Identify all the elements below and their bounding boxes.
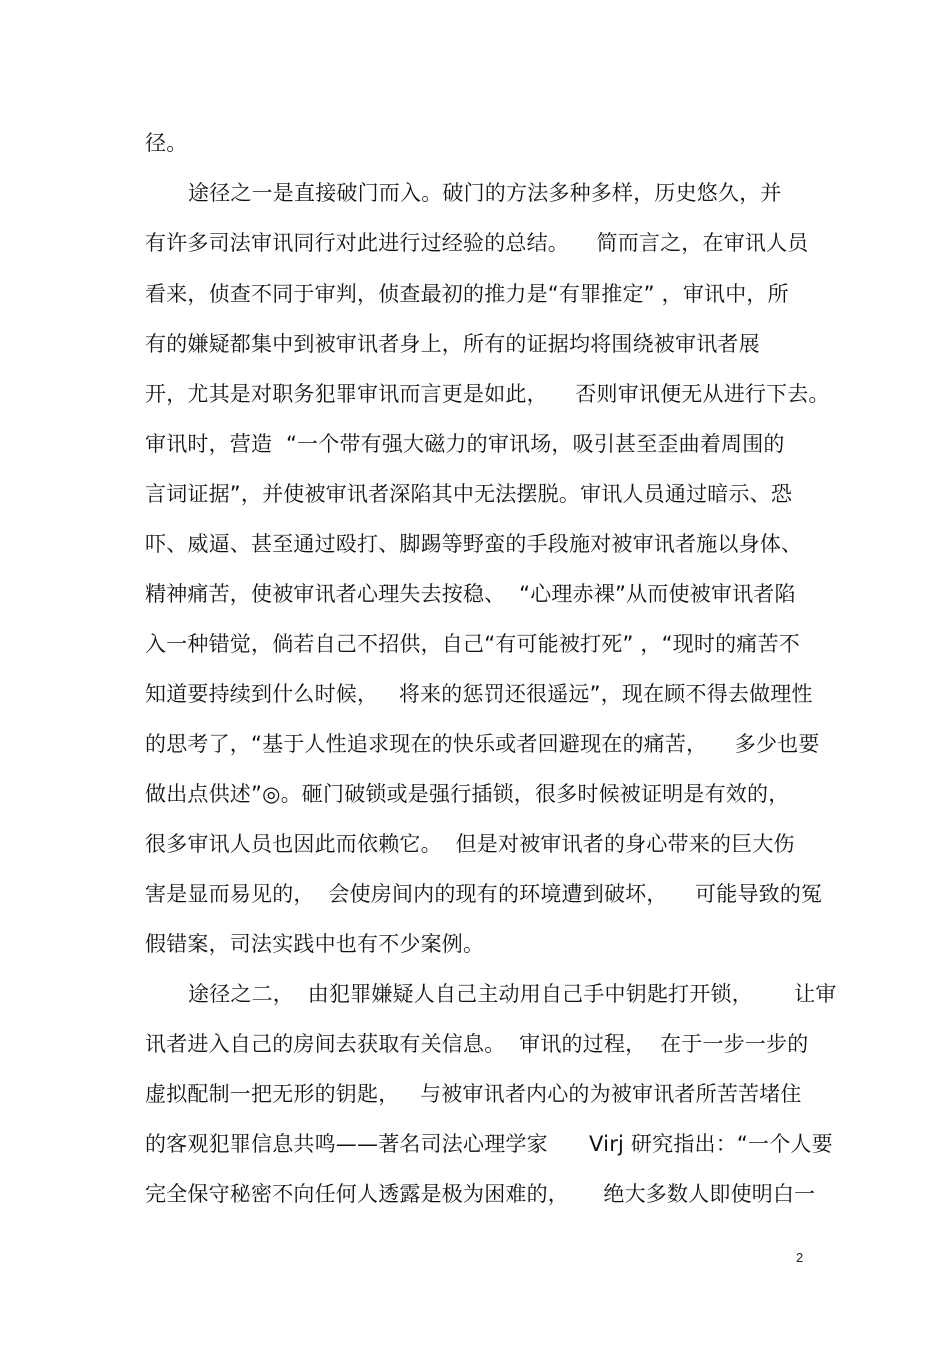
- text-line: 有许多司法审讯同行对此进行过经验的总结。 简而言之，在审讯人员: [145, 231, 809, 255]
- text-line: 途径之二， 由犯罪嫌疑人自己主动用自己手中钥匙打开锁， 让审: [188, 982, 837, 1006]
- text-line: 知道要持续到什么时候， 将来的惩罚还很遥远”，现在顾不得去做理性: [145, 682, 813, 706]
- text-line: 假错案，司法实践中也有不少案例。: [145, 932, 485, 956]
- text-line: 完全保守秘密不向任何人透露是极为困难的， 绝大多数人即使明白一: [145, 1182, 816, 1206]
- text-line: 途径之一是直接破门而入。破门的方法多种多样，历史悠久，并: [188, 181, 782, 205]
- text-line: 开，尤其是对职务犯罪审讯而言更是如此， 否则审讯便无从进行下去。: [145, 382, 830, 406]
- text-line: 讯者进入自己的房间去获取有关信息。 审讯的过程， 在于一步一步的: [145, 1032, 809, 1056]
- text-line: 审讯时，营造 “一个带有强大磁力的审讯场，吸引甚至歪曲着周围的: [145, 432, 785, 456]
- text-line: 径。: [145, 131, 188, 155]
- page-number: 2: [796, 1250, 804, 1265]
- text-line: 的客观犯罪信息共鸣——著名司法心理学家 Virj 研究指出：“一个人要: [145, 1132, 833, 1156]
- text-line: 有的嫌疑都集中到被审讯者身上，所有的证据均将围绕被审讯者展: [145, 332, 760, 356]
- text-line: 言词证据”，并使被审讯者深陷其中无法摆脱。审讯人员通过暗示、恐: [145, 482, 793, 506]
- text-line: 很多审讯人员也因此而依赖它。 但是对被审讯者的身心带来的巨大伤: [145, 832, 795, 856]
- text-line: 看来，侦查不同于审判，侦查最初的推力是“有罪推定” ，审讯中，所: [145, 282, 789, 306]
- text-line: 精神痛苦，使被审讯者心理失去按稳、 “心理赤裸”从而使被审讯者陷: [145, 582, 796, 606]
- text-line: 入一种错觉，倘若自己不招供，自己“有可能被打死” ，“现时的痛苦不: [145, 632, 800, 656]
- text-line: 吓、威逼、甚至通过殴打、脚踢等野蛮的手段施对被审讯者施以身体、: [145, 532, 803, 556]
- text-line: 的思考了，“基于人性追求现在的快乐或者回避现在的痛苦， 多少也要: [145, 732, 820, 756]
- text-line: 虚拟配制一把无形的钥匙， 与被审讯者内心的为被审讯者所苦苦堵住: [145, 1082, 802, 1106]
- text-line: 做出点供述”◎。砸门破锁或是强行插锁，很多时候被证明是有效的，: [145, 782, 790, 806]
- text-line: 害是显而易见的， 会使房间内的现有的环境遭到破坏， 可能导致的冤: [145, 882, 823, 906]
